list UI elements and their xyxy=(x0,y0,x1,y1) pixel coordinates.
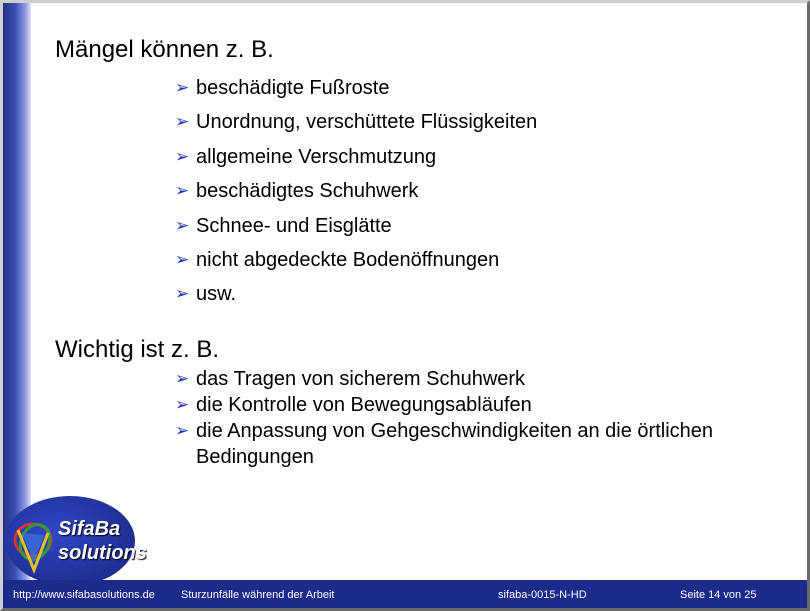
logo-swirl-icon xyxy=(8,515,58,575)
list-item xyxy=(175,214,537,248)
arrow-right-icon: ➢ xyxy=(175,112,190,132)
list-item-text: beschädigte Fußroste xyxy=(196,77,390,99)
list-item-text: beschädigtes Schuhwerk xyxy=(196,180,419,203)
footer-title: Sturzunfälle während der Arbeit xyxy=(181,589,335,601)
list-item xyxy=(175,282,537,316)
list-item xyxy=(175,418,713,444)
list-item-text: die Kontrolle von Bewegungsabläufen xyxy=(196,394,532,416)
list-item-text: allgemeine Verschmutzung xyxy=(196,145,437,168)
footer-url-link[interactable]: http://www.sifabasolutions.de xyxy=(13,589,155,601)
list-item-text: Schnee- und Eisglätte xyxy=(196,214,392,237)
footer-doc-id: sifaba-0015-N-HD xyxy=(498,589,587,601)
list-item-text: die Anpassung von Gehgeschwindigkeiten an die örtlichen xyxy=(196,420,714,442)
logo-text-line2: solutions xyxy=(58,542,147,564)
list-item-text: usw. xyxy=(196,283,237,306)
arrow-right-icon: ➢ xyxy=(175,249,190,269)
heading-wichtig: Wichtig ist z. B. xyxy=(55,336,220,363)
list-maengel xyxy=(175,76,537,317)
arrow-right-icon: ➢ xyxy=(175,215,190,235)
footer-page-number: Seite 14 von 25 xyxy=(680,589,757,601)
list-item-text: nicht abgedeckte Bodenöffnungen xyxy=(196,248,500,271)
list-item xyxy=(175,366,713,392)
arrow-right-icon: ➢ xyxy=(175,421,190,440)
list-item-text: Bedingungen xyxy=(196,446,314,468)
arrow-right-icon: ➢ xyxy=(175,369,190,388)
arrow-right-icon: ➢ xyxy=(175,395,190,414)
list-item xyxy=(175,110,537,144)
list-item xyxy=(175,179,537,213)
arrow-right-icon: ➢ xyxy=(175,146,190,166)
list-item xyxy=(175,392,713,418)
list-item xyxy=(175,248,537,282)
list-item-continuation xyxy=(175,444,713,470)
list-item-text: Unordnung, verschüttete Flüssigkeiten xyxy=(196,111,538,134)
arrow-right-icon: ➢ xyxy=(175,181,190,201)
list-item xyxy=(175,145,537,179)
sidebar-gradient xyxy=(3,3,31,583)
arrow-right-icon: ➢ xyxy=(175,284,190,304)
list-item xyxy=(175,76,537,110)
list-wichtig xyxy=(175,366,713,470)
heading-maengel: Mängel können z. B. xyxy=(55,36,274,63)
footer-bar xyxy=(3,580,807,608)
list-item-text: das Tragen von sicherem Schuhwerk xyxy=(196,368,526,390)
logo-text-line1: SifaBa xyxy=(58,518,121,540)
arrow-right-icon: ➢ xyxy=(175,78,190,97)
